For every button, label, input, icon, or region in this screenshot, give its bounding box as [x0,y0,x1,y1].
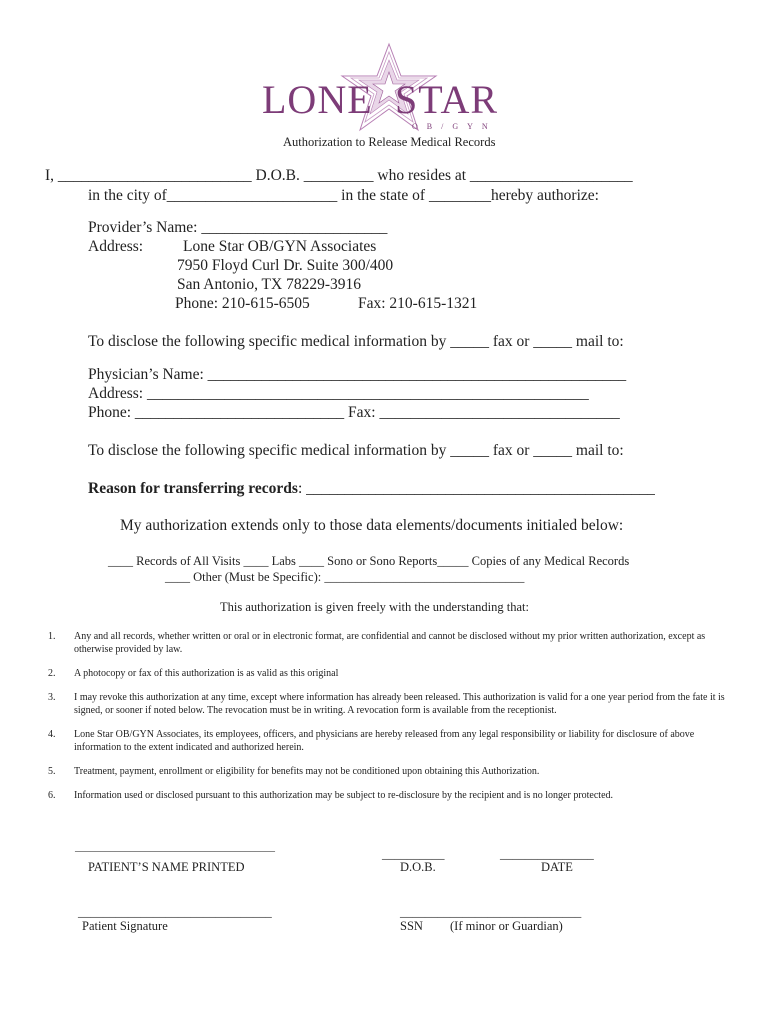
signature-label: Patient Signature [82,919,168,933]
ssn-label: SSN [400,919,423,933]
guardian-label: (If minor or Guardian) [450,919,563,933]
term-number: 5. [48,766,56,777]
logo-subtitle: OB/GYN [412,122,497,131]
term-text: Lone Star OB/GYN Associates, its employees, officers, and physicians are hereby released from any legal responsibility or liability for disclosure of above information to the extent indicated and authorized herein. [74,729,695,753]
provider-address-2: 7950 Floyd Curl Dr. Suite 300/400 [177,257,394,274]
physician-address-line: Address: _________________________________________________________ [88,385,589,402]
term-number: 1. [48,631,56,642]
term-item [40,765,730,778]
reason-label: Reason for transferring records [88,480,298,497]
dob-label: D.O.B. [400,860,436,874]
records-options-line: ____ Records of All Visits ____ Labs ____ Sono or Sono Reports_____ Copies of any Medical Records [108,554,630,568]
provider-name-line: Provider’s Name: ________________________ [88,219,388,236]
term-text: Treatment, payment, enrollment or eligibility for benefits may not be conditioned upon obtaining this Authorization. [74,766,540,777]
patient-name-blank: ________________________________________ [75,842,275,853]
terms-list [40,630,730,813]
physician-name-line: Physician’s Name: ______________________________________________________ [88,366,627,383]
patient-intro-line: I, _________________________ D.O.B. _________ who resides at _____________________ [45,167,633,184]
term-text: I may revoke this authorization at any time, except where information has already been released. This authorization is valid for a one year period from the fate it is signed, or sooner if noted below. The revocation must be in writing. A revocation form is available from the receptionist. [74,692,725,716]
provider-address-label: Address: [88,238,144,255]
term-item [40,667,730,680]
term-text: Any and all records, whether written or oral or in electronic format, are confidential and cannot be disclosed without my prior written authorization, except as otherwise provided by law. [74,631,706,655]
patient-city-line: in the city of______________________ in the state of ________hereby authorize: [88,187,599,204]
date-label: DATE [541,860,573,874]
disclose-line-2: To disclose the following specific medical information by _____ fax or _____ mail to: [88,442,624,459]
signature-blank: _______________________________ [78,905,272,919]
patient-name-label: PATIENT’S NAME PRINTED [88,860,245,874]
logo-text-right: STAR [395,77,499,122]
provider-fax: Fax: 210-615-1321 [358,295,478,312]
term-item [40,630,730,656]
dob-blank: __________ [382,847,445,861]
term-text: Information used or disclosed pursuant to this authorization may be subject to re-disclosure by the recipient and is no longer protected. [74,790,614,801]
term-number: 4. [48,729,56,740]
logo [262,42,512,132]
physician-phone-fax-line: Phone: ___________________________ Fax: _______________________________ [88,404,620,421]
reason-line [88,480,655,498]
term-number: 2. [48,668,56,679]
term-text: A photocopy or fax of this authorization is as valid as this original [74,668,339,679]
term-item [40,691,730,717]
reason-blank: : _____________________________________________ [297,480,655,497]
authorization-scope: My authorization extends only to those data elements/documents initialed below: [120,517,624,534]
term-item [40,728,730,754]
term-number: 6. [48,790,56,801]
logo-text-left: LONE [262,77,373,122]
understanding-heading: This authorization is given freely with the understanding that: [220,600,529,614]
term-number: 3. [48,692,56,703]
form-title: Authorization to Release Medical Records [283,135,496,149]
disclose-line-1: To disclose the following specific medical information by _____ fax or _____ mail to: [88,333,624,350]
provider-address-3: San Antonio, TX 78229-3916 [177,276,361,293]
provider-address-1: Lone Star OB/GYN Associates [183,238,377,255]
guardian-blank: _____________________________ [400,905,582,919]
other-option-line: ____ Other (Must be Specific): ________________________________ [165,570,525,584]
term-item [40,789,730,802]
provider-phone: Phone: 210-615-6505 [175,295,310,312]
date-blank: _______________ [500,847,594,861]
